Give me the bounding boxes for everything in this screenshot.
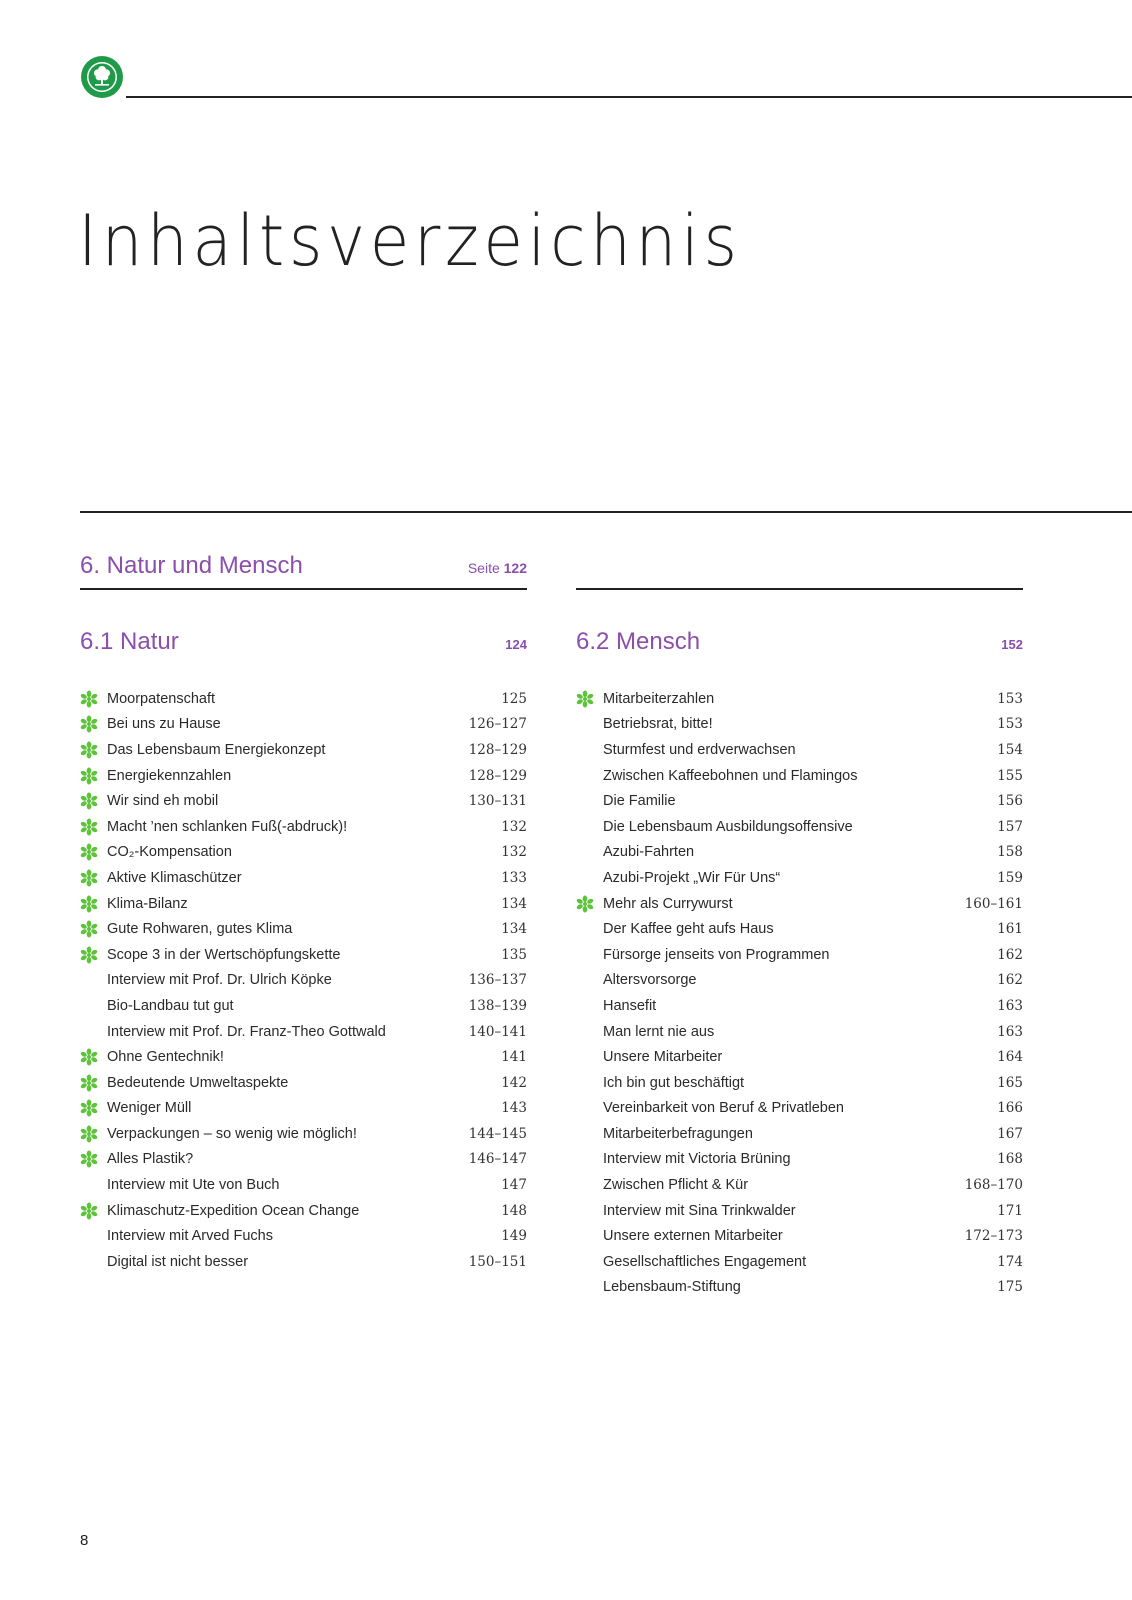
toc-entry[interactable] [576,1096,1023,1122]
green-leaf-icon [80,920,107,938]
toc-entry-label: Altersvorsorge [603,972,697,989]
toc-entry-page: 153 [997,690,1023,707]
toc-entry[interactable] [576,1172,1023,1198]
toc-entry-page: 128–129 [468,767,527,784]
page-title: Inhaltsverzeichnis [78,200,742,282]
toc-entry-label: Interview mit Ute von Buch [107,1177,280,1194]
toc-entry-page: 160–161 [964,895,1023,912]
toc-entry-label: Macht ’nen schlanken Fuß(-abdruck)! [107,818,348,835]
toc-entry-page: 172–173 [964,1228,1023,1245]
toc-entry[interactable] [80,1198,527,1224]
toc-entry[interactable] [576,1070,1023,1096]
toc-entry-page: 149 [501,1228,527,1245]
toc-entry-label: Weniger Müll [107,1100,192,1117]
toc-entry[interactable] [576,1044,1023,1070]
toc-entry-label: Aktive Klimaschützer [107,869,242,886]
tree-logo-icon [80,55,124,99]
toc-entry-label: Man lernt nie aus [603,1023,715,1040]
toc-entry[interactable] [80,686,527,712]
toc-entry-page: 168–170 [964,1177,1023,1194]
green-leaf-icon [80,1202,107,1220]
toc-entry-label: Interview mit Prof. Dr. Franz-Theo Gottwald [107,1023,386,1040]
toc-entry-label: Gute Rohwaren, gutes Klima [107,921,293,938]
toc-entry[interactable] [80,712,527,738]
toc-entry-page: 142 [501,1074,527,1091]
toc-entry-label: Interview mit Victoria Brüning [603,1151,791,1168]
toc-entry-label: Interview mit Prof. Dr. Ulrich Köpke [107,972,332,989]
toc-entry-page: 143 [501,1100,527,1117]
toc-entry-page: 155 [997,767,1023,784]
toc-list [576,686,1023,1300]
toc-entry[interactable] [576,1275,1023,1301]
toc-entry-label: Moorpatenschaft [107,690,216,707]
toc-entry-label: Zwischen Kaffeebohnen und Flamingos [603,767,858,784]
chapter-title: 6. Natur und Mensch [80,552,303,579]
green-leaf-icon [80,895,107,913]
toc-entry-label: Unsere Mitarbeiter [603,1049,723,1066]
toc-entry[interactable] [576,1019,1023,1045]
green-leaf-icon [80,741,107,759]
toc-entry-page: 132 [501,844,527,861]
toc-entry-page: 161 [997,921,1023,938]
toc-entry-page: 154 [997,741,1023,758]
toc-entry-page: 134 [501,895,527,912]
green-leaf-icon [80,1099,107,1117]
toc-entry-page: 158 [997,844,1023,861]
toc-entry[interactable] [576,968,1023,994]
toc-entry-label: Mehr als Currywurst [603,895,733,912]
toc-entry-page: 125 [501,690,527,707]
toc-entry[interactable] [80,814,527,840]
toc-entry[interactable] [576,1223,1023,1249]
toc-entry-page: 174 [997,1253,1023,1270]
toc-entry[interactable] [80,1096,527,1122]
toc-entry[interactable] [80,865,527,891]
toc-entry[interactable] [80,788,527,814]
section-page: 124 [505,637,527,652]
toc-entry-page: 157 [997,818,1023,835]
toc-entry-page: 171 [997,1202,1023,1219]
green-leaf-icon [80,869,107,887]
toc-entry-label: Bedeutende Umweltaspekte [107,1074,289,1091]
toc-entry-label: Wir sind eh mobil [107,793,219,810]
toc-entry[interactable] [80,840,527,866]
toc-entry-label: Interview mit Arved Fuchs [107,1228,273,1245]
toc-entry[interactable] [80,1147,527,1173]
toc-entry[interactable] [80,993,527,1019]
toc-entry-label: Zwischen Pflicht & Kür [603,1177,749,1194]
toc-entry[interactable] [80,1044,527,1070]
chapter-page: Seite 122 [467,560,527,576]
toc-entry-page: 134 [501,921,527,938]
toc-entry-page: 175 [997,1279,1023,1296]
toc-entry-label: CO₂-Kompensation [107,844,232,861]
toc-entry[interactable] [80,916,527,942]
green-leaf-icon [80,792,107,810]
green-leaf-icon [80,1048,107,1066]
toc-entry-label: Ich bin gut beschäftigt [603,1074,745,1091]
toc-entry[interactable] [576,1121,1023,1147]
toc-entry-label: Vereinbarkeit von Beruf & Privatleben [603,1100,844,1117]
toc-entry-page: 141 [501,1049,527,1066]
toc-entry-label: Lebensbaum-Stiftung [603,1279,741,1296]
green-leaf-icon [576,895,603,913]
green-leaf-icon [80,767,107,785]
toc-entry[interactable] [80,1070,527,1096]
toc-entry-label: Alles Plastik? [107,1151,194,1168]
toc-entry-label: Digital ist nicht besser [107,1253,249,1270]
toc-entry[interactable] [576,942,1023,968]
toc-entry[interactable] [576,737,1023,763]
toc-entry[interactable] [576,1249,1023,1275]
toc-entry-page: 146–147 [468,1151,527,1168]
header-rule [126,96,1132,98]
section-heading [576,628,1023,686]
toc-entry[interactable] [576,763,1023,789]
toc-entry-page: 138–139 [468,997,527,1014]
toc-entry[interactable] [576,686,1023,712]
green-leaf-icon [80,946,107,964]
toc-entry-label: Klimaschutz-Expedition Ocean Change [107,1202,360,1219]
toc-entry-label: Fürsorge jenseits von Programmen [603,946,830,963]
chapter-rule-left [80,588,527,590]
toc-entry[interactable] [80,1223,527,1249]
toc-entry-label: Mitarbeiterbefragungen [603,1125,753,1142]
section-title: 6.1 Natur [80,628,179,655]
toc-entry-label: Interview mit Sina Trinkwalder [603,1202,796,1219]
green-leaf-icon [80,690,107,708]
green-leaf-icon [80,715,107,733]
toc-entry[interactable] [80,891,527,917]
toc-entry-page: 153 [997,716,1023,733]
toc-entry[interactable] [576,840,1023,866]
green-leaf-icon [80,843,107,861]
toc-entry[interactable] [576,712,1023,738]
toc-entry-page: 165 [997,1074,1023,1091]
toc-entry-page: 144–145 [468,1125,527,1142]
toc-entry[interactable] [80,1019,527,1045]
toc-entry-page: 163 [997,1023,1023,1040]
toc-entry-label: Ohne Gentechnik! [107,1049,224,1066]
toc-entry-label: Verpackungen – so wenig wie möglich! [107,1125,357,1142]
toc-entry-page: 147 [501,1177,527,1194]
green-leaf-icon [80,818,107,836]
page-number: 8 [80,1532,89,1549]
toc-entry-label: Unsere externen Mitarbeiter [603,1228,783,1245]
toc-entry-label: Azubi-Projekt „Wir Für Uns“ [603,869,781,886]
green-leaf-icon [576,690,603,708]
toc-entry[interactable] [80,1121,527,1147]
toc-entry[interactable] [576,865,1023,891]
toc-entry[interactable] [80,737,527,763]
toc-entry-label: Die Lebensbaum Ausbildungsoffensive [603,818,853,835]
toc-entry-label: Das Lebensbaum Energiekonzept [107,741,326,758]
toc-entry-label: Azubi-Fahrten [603,844,695,861]
section-title: 6.2 Mensch [576,628,701,655]
toc-entry-label: Klima-Bilanz [107,895,188,912]
toc-entry-label: Scope 3 in der Wertschöpfungskette [107,946,341,963]
toc-entry-page: 162 [997,946,1023,963]
toc-entry[interactable] [576,1198,1023,1224]
toc-entry-page: 167 [997,1125,1023,1142]
toc-entry-page: 166 [997,1100,1023,1117]
toc-entry-label: Energiekennzahlen [107,767,232,784]
toc-entry[interactable] [80,942,527,968]
toc-entry-page: 133 [501,869,527,886]
toc-entry-page: 162 [997,972,1023,989]
toc-entry[interactable] [576,1147,1023,1173]
toc-entry[interactable] [80,1172,527,1198]
toc-entry-page: 164 [997,1049,1023,1066]
lebensbaum-logo [80,55,124,99]
green-leaf-icon [80,1074,107,1092]
chapter-rule-right [576,588,1023,590]
toc-entry-label: Mitarbeiterzahlen [603,690,715,707]
chapter-heading [80,552,527,580]
toc-entry-page: 148 [501,1202,527,1219]
toc-entry-page: 128–129 [468,741,527,758]
section-divider [80,511,1132,513]
toc-entry[interactable] [576,993,1023,1019]
toc-entry-page: 159 [997,869,1023,886]
toc-entry-label: Die Familie [603,793,676,810]
toc-entry-page: 163 [997,997,1023,1014]
section-natur [80,628,527,1275]
toc-entry[interactable] [576,891,1023,917]
section-page: 152 [1001,637,1023,652]
section-mensch [576,628,1023,1300]
toc-entry-page: 130–131 [468,793,527,810]
toc-entry-page: 140–141 [468,1023,527,1040]
toc-entry-page: 168 [997,1151,1023,1168]
toc-entry-page: 126–127 [468,716,527,733]
toc-entry-label: Gesellschaftliches Engagement [603,1253,807,1270]
toc-entry[interactable] [576,814,1023,840]
toc-entry[interactable] [80,968,527,994]
toc-entry-page: 135 [501,946,527,963]
toc-entry-page: 156 [997,793,1023,810]
toc-entry-label: Bio-Landbau tut gut [107,997,234,1014]
toc-entry-page: 150–151 [468,1253,527,1270]
toc-entry[interactable] [80,1249,527,1275]
toc-entry-label: Der Kaffee geht aufs Haus [603,921,774,938]
toc-entry-page: 136–137 [468,972,527,989]
green-leaf-icon [80,1125,107,1143]
toc-entry[interactable] [576,916,1023,942]
toc-entry-page: 132 [501,818,527,835]
green-leaf-icon [80,1150,107,1168]
toc-entry-label: Hansefit [603,997,657,1014]
toc-entry-label: Betriebsrat, bitte! [603,716,713,733]
toc-entry[interactable] [576,788,1023,814]
toc-list [80,686,527,1275]
toc-entry[interactable] [80,763,527,789]
toc-entry-label: Bei uns zu Hause [107,716,221,733]
toc-entry-label: Sturmfest und erdverwachsen [603,741,796,758]
section-heading [80,628,527,686]
